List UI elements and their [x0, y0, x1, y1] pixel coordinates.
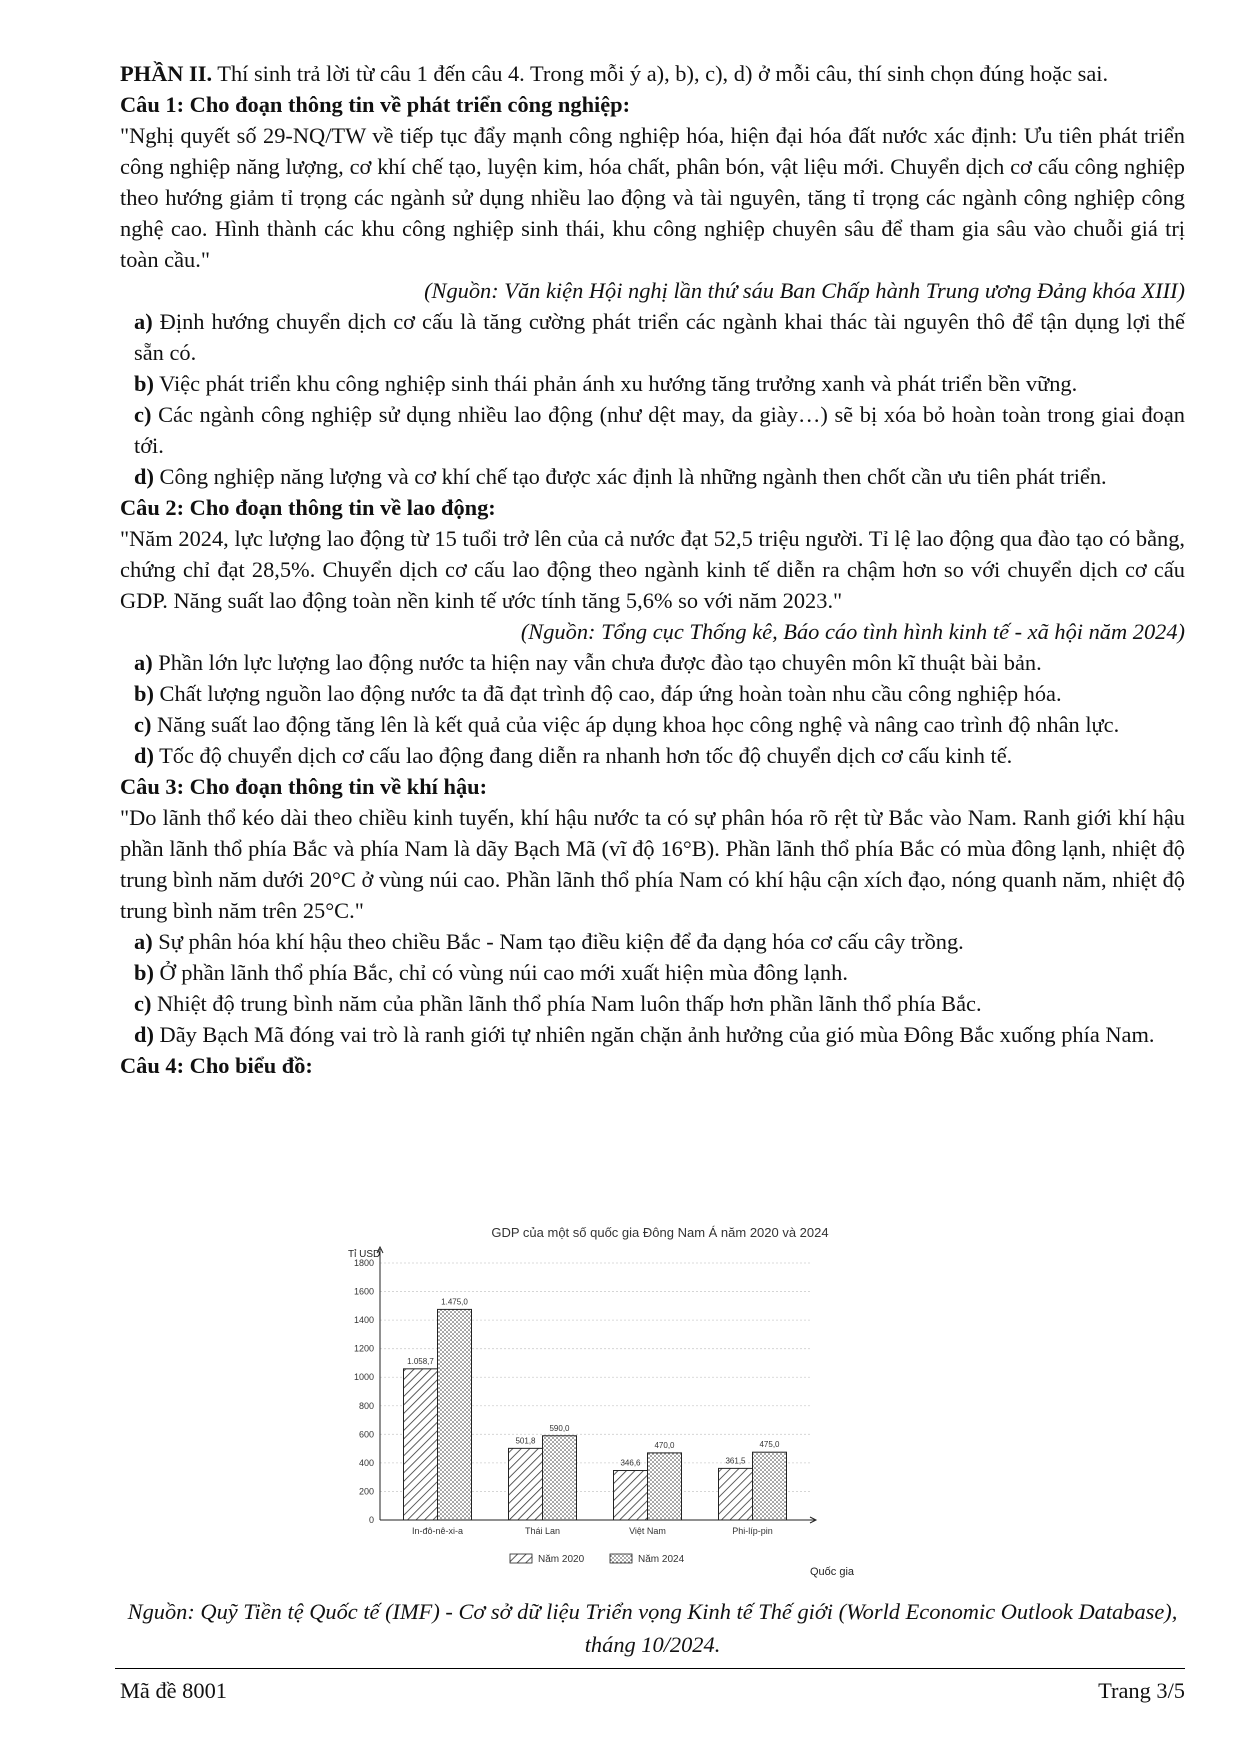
question-3-option-b: b) Ở phần lãnh thổ phía Bắc, chỉ có vùng núi cao mới xuất hiện mùa đông lạnh.	[134, 960, 848, 985]
question-2-source: (Nguồn: Tổng cục Thống kê, Báo cáo tình hình kinh tế - xã hội năm 2024)	[520, 619, 1185, 644]
bar-2024	[753, 1452, 787, 1520]
question-3-option-c: c) Nhiệt độ trung bình năm của phần lãnh thổ phía Nam luôn thấp hơn phần lãnh thổ phía Bắc.	[134, 991, 982, 1016]
chart-title: GDP của một số quốc gia Đông Nam Á năm 2020 và 2024	[491, 1225, 829, 1240]
question-1-option-b: b) Việc phát triển khu công nghiệp sinh thái phản ánh xu hướng tăng trưởng xanh và phát triển bền vững.	[134, 371, 1078, 396]
y-tick-label: 1800	[353, 1258, 374, 1268]
bar-2020	[404, 1369, 438, 1520]
bar-2024	[438, 1309, 472, 1520]
y-tick-label: 800	[358, 1400, 374, 1411]
legend-swatch	[510, 1554, 532, 1563]
bar-value-label: 475,0	[759, 1440, 780, 1450]
question-3-passage: "Do lãnh thổ kéo dài theo chiều kinh tuyến, khí hậu nước ta có sự phân hóa rõ rệt từ Bắc vào Nam. Ranh giới khí hậu phần lãnh thổ phía Bắc và phía Nam là dãy Bạch Mã (vĩ độ 16°B). Phần lãnh thổ phía Bắc có mùa đông lạnh, nhiệt độ trung bình năm dưới 20°C ở vùng núi cao. Phần lãnh thổ phía Nam có khí hậu cận xích đạo, nóng quanh năm, nhiệt độ trung bình năm trên 25°C."	[120, 805, 1185, 923]
bar-2020	[719, 1468, 753, 1520]
question-1-option-a: a) Định hướng chuyển dịch cơ cấu là tăng cường phát triển các ngành khai thác tài nguyên thô để tận dụng lợi thế sẵn có.	[134, 309, 1185, 365]
bar-value-label: 346,6	[620, 1458, 641, 1468]
question-1-option-d: d) Công nghiệp năng lượng và cơ khí chế tạo được xác định là những ngành then chốt cần ưu tiên phát triển.	[134, 464, 1107, 489]
question-2-passage: "Năm 2024, lực lượng lao động từ 15 tuổi trở lên của cả nước đạt 52,5 triệu người. Tỉ lệ lao động qua đào tạo có bằng, chứng chỉ đạt 28,5%. Chuyển dịch cơ cấu lao động theo ngành kinh tế diễn ra chậm hơn so với chuyển dịch cơ cấu GDP. Năng suất lao động toàn nền kinh tế ước tính tăng 5,6% so với năm 2023."	[120, 526, 1185, 613]
chart-bars	[404, 1297, 787, 1520]
bar-value-label: 590,0	[549, 1423, 570, 1433]
y-tick-label: 1600	[353, 1286, 374, 1297]
question-4-title: Câu 4: Cho biểu đồ:	[120, 1053, 313, 1078]
bar-2020	[614, 1471, 648, 1520]
bar-value-label: 1.475,0	[441, 1297, 468, 1307]
y-tick-label: 1200	[353, 1343, 374, 1354]
bar-2024	[648, 1453, 682, 1520]
chart-xlabel: Quốc gia	[810, 1566, 855, 1578]
legend-swatch	[610, 1554, 632, 1563]
y-tick-label: 400	[358, 1457, 374, 1468]
question-3-option-d: d) Dãy Bạch Mã đóng vai trò là ranh giới tự nhiên ngăn chặn ảnh hưởng của gió mùa Đông Bắc xuống phía Nam.	[134, 1022, 1155, 1047]
bar-2020	[509, 1448, 543, 1520]
exam-page	[120, 58, 1185, 1081]
legend-label: Năm 2020	[538, 1554, 585, 1565]
part-instruction: PHẦN II. Thí sinh trả lời từ câu 1 đến câu 4. Trong mỗi ý a), b), c), d) ở mỗi câu, thí sinh chọn đúng hoặc sai.	[120, 61, 1109, 86]
x-tick-label: Việt Nam	[629, 1526, 666, 1536]
exam-code: Mã đề 8001	[120, 1678, 227, 1703]
bar-value-label: 1.058,7	[407, 1356, 434, 1366]
x-tick-label: Thái Lan	[524, 1526, 561, 1536]
bar-value-label: 501,8	[515, 1436, 536, 1446]
y-tick-label: 1000	[353, 1372, 374, 1383]
bar-2024	[543, 1436, 577, 1520]
question-1-title: Câu 1: Cho đoạn thông tin về phát triển công nghiệp:	[120, 92, 631, 117]
legend-label: Năm 2024	[638, 1554, 685, 1565]
bar-value-label: 361,5	[725, 1456, 746, 1466]
question-2-title: Câu 2: Cho đoạn thông tin về lao động:	[120, 495, 496, 520]
question-1-option-c: c) Các ngành công nghiệp sử dụng nhiều lao động (như dệt may, da giày…) sẽ bị xóa bỏ hoàn toàn trong giai đoạn tới.	[134, 402, 1185, 458]
x-tick-label: In-đô-nê-xi-a	[411, 1526, 464, 1536]
bar-value-label: 470,0	[654, 1440, 675, 1450]
question-2-option-a: a) Phần lớn lực lượng lao động nước ta hiện nay vẫn chưa được đào tạo chuyên môn kĩ thuật bài bản.	[134, 650, 1042, 675]
question-2-option-b: b) Chất lượng nguồn lao động nước ta đã đạt trình độ cao, đáp ứng hoàn toàn nhu cầu công nghiệp hóa.	[134, 681, 1062, 706]
page-number: Trang 3/5	[1098, 1678, 1185, 1703]
chart-ylabel: Tỉ USD	[348, 1249, 381, 1260]
question-3-title: Câu 3: Cho đoạn thông tin về khí hậu:	[120, 774, 488, 799]
y-tick-label: 1400	[353, 1315, 374, 1326]
question-3-option-a: a) Sự phân hóa khí hậu theo chiều Bắc - Nam tạo điều kiện để đa dạng hóa cơ cấu cây trồng.	[134, 929, 964, 954]
y-tick-label: 200	[358, 1486, 374, 1497]
y-tick-label: 600	[358, 1429, 374, 1440]
chart-caption: Nguồn: Quỹ Tiền tệ Quốc tế (IMF) - Cơ sở dữ liệu Triển vọng Kinh tế Thế giới (World Economic Outlook Database), tháng 10/2024.	[127, 1599, 1178, 1657]
question-1-source: (Nguồn: Văn kiện Hội nghị lần thứ sáu Ban Chấp hành Trung ương Đảng khóa XIII)	[424, 278, 1185, 303]
question-1-passage: "Nghị quyết số 29-NQ/TW về tiếp tục đẩy mạnh công nghiệp hóa, hiện đại hóa đất nước xác định: Ưu tiên phát triển công nghiệp năng lượng, cơ khí chế tạo, luyện kim, hóa chất, phân bón, vật liệu mới. Chuyển dịch cơ cấu công nghiệp theo hướng giảm tỉ trọng các ngành sử dụng nhiều lao động và tài nguyên, tăng tỉ trọng các ngành công nghiệp công nghệ cao. Hình thành các khu công nghiệp sinh thái, khu công nghiệp chuyên sâu để tham gia sâu vào chuỗi giá trị toàn cầu."	[120, 123, 1185, 272]
y-tick-label: 0	[368, 1515, 374, 1525]
footer-rule	[115, 1668, 1185, 1669]
question-2-option-c: c) Năng suất lao động tăng lên là kết quả của việc áp dụng khoa học công nghệ và nâng cao trình độ nhân lực.	[134, 712, 1120, 737]
gdp-chart-svg	[330, 1215, 980, 1585]
question-2-option-d: d) Tốc độ chuyển dịch cơ cấu lao động đang diễn ra nhanh hơn tốc độ chuyển dịch cơ cấu kinh tế.	[134, 743, 1013, 768]
part-label: PHẦN II.	[120, 61, 213, 86]
x-tick-label: Phi-líp-pin	[732, 1526, 773, 1536]
chart-legend	[510, 1554, 685, 1565]
gdp-chart	[330, 1215, 980, 1585]
